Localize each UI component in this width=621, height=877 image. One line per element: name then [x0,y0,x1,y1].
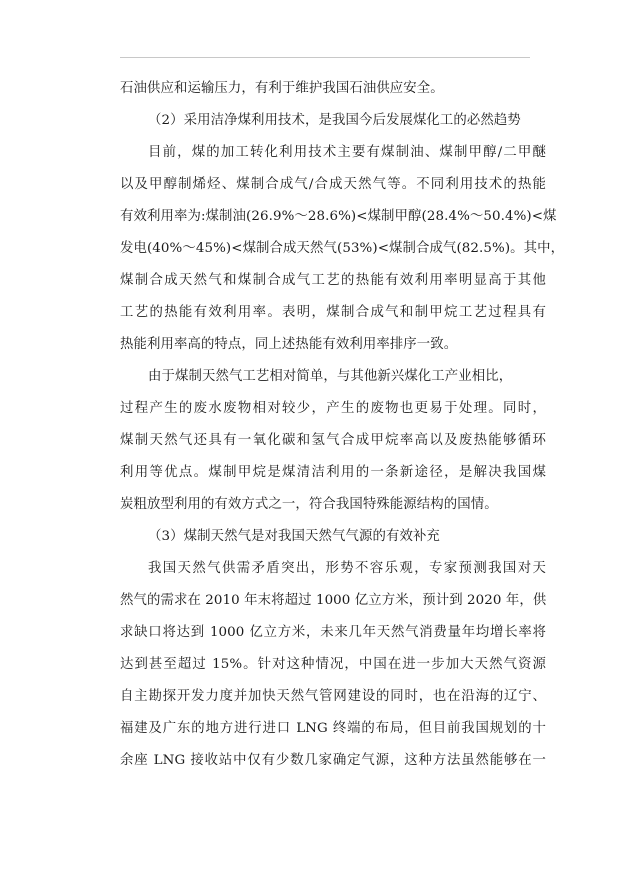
header-rule [120,57,530,58]
paragraph-line: 福建及广东的地方进行进口 LNG 终端的布局，但目前我国规划的十 [120,721,546,736]
paragraph-line: 煤制天然气还具有一氧化碳和氢气合成甲烷率高以及废热能够循环 [120,433,546,448]
document-body [120,73,565,777]
paragraph-line: 热能利用率高的特点，同上述热能有效利用率排序一致。 [120,337,458,352]
paragraph-line: 煤制合成天然气和煤制合成气工艺的热能有效利用率明显高于其他 [120,273,546,288]
paragraph-line: 余座 LNG 接收站中仅有少数几家确定气源，这种方法虽然能够在一 [120,753,546,768]
paragraph-line: 求缺口将达到 1000 亿立方米，未来几年天然气消费量年均增长率将 [120,625,546,640]
paragraph-line: 达到甚至超过 15%。针对这种情况，中国在进一步加大天然气资源 [120,657,546,672]
section-heading-2: （2）采用洁净煤利用技术，是我国今后发展煤化工的必然趋势 [148,113,521,128]
paragraph-line: 然气的需求在 2010 年末将超过 1000 亿立方米，预计到 2020 年，供 [120,593,547,608]
paragraph-line: 石油供应和运输压力，有利于维护我国石油供应安全。 [120,81,444,96]
paragraph-line: 过程产生的废水废物相对较少，产生的废物也更易于处理。同时， [120,401,546,416]
paragraph-line: 有效利用率为:煤制油(26.9%～28.6%)<煤制甲醇(28.4%～50.4%)<煤 [120,209,557,224]
paragraph-line: 发电(40%～45%)<煤制合成天然气(53%)<煤制合成气(82.5%)。其中， [120,241,565,256]
paragraph-line: 由于煤制天然气工艺相对简单，与其他新兴煤化工产业相比， [148,369,513,384]
paragraph-line: 工艺的热能有效利用率。表明，煤制合成气和制甲烷工艺过程具有 [120,305,546,320]
paragraph-line: 利用等优点。煤制甲烷是煤清洁利用的一条新途径，是解决我国煤 [120,465,546,480]
paragraph-line: 目前，煤的加工转化利用技术主要有煤制油、煤制甲醇/二甲醚 [148,145,546,160]
section-heading-3: （3）煤制天然气是对我国天然气气源的有效补充 [148,529,440,544]
paragraph-line: 炭粗放型利用的有效方式之一，符合我国特殊能源结构的国情。 [120,497,498,512]
paragraph-line: 以及甲醇制烯烃、煤制合成气/合成天然气等。不同利用技术的热能 [120,177,546,192]
paragraph-line: 自主勘探开发力度并加快天然气管网建设的同时，也在沿海的辽宁、 [120,689,546,704]
paragraph-line: 我国天然气供需矛盾突出，形势不容乐观，专家预测我国对天 [148,561,546,576]
